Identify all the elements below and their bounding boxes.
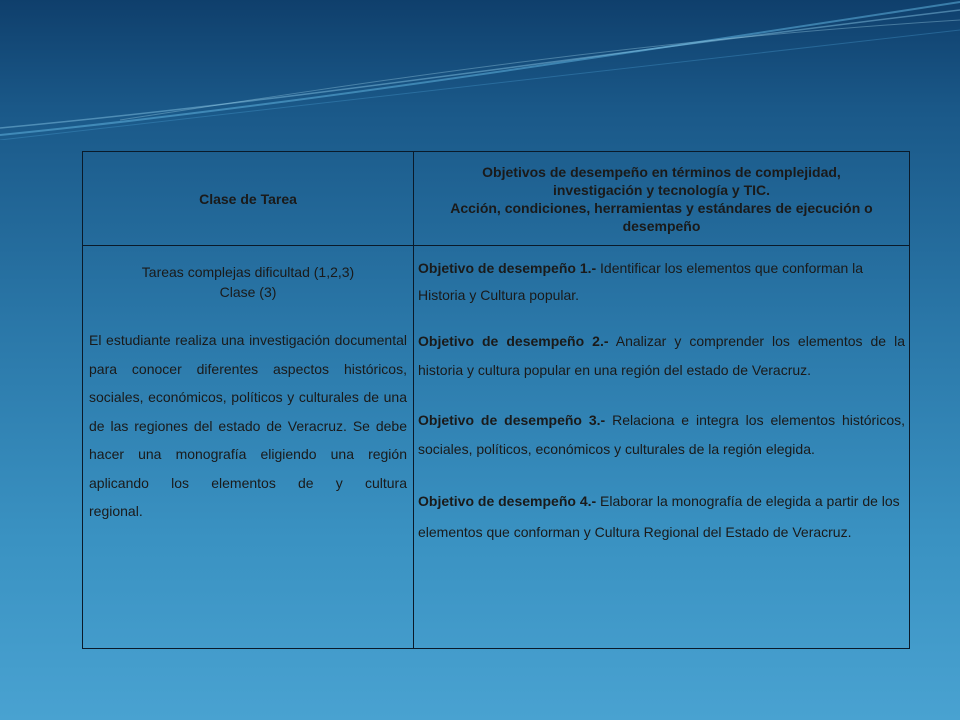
objective-label: Objetivo de desempeño 3.- [418,412,606,428]
header-objetivos [414,152,910,246]
task-description-last: regional. [89,503,143,519]
task-description [89,326,407,526]
header-clase-de-tarea: Clase de Tarea [83,152,414,246]
objective-2 [418,327,905,385]
objective-text: Identificar los elementos que conforman la [596,260,864,276]
objective-1-continuation: Historia y Cultura popular. [418,287,580,303]
table-header-row [83,152,910,246]
objective-3 [418,406,905,464]
decorative-waves [0,0,960,140]
header-objetivos-line: desempeño [622,217,701,234]
task-type: Tareas complejas dificultad (1,2,3) [141,264,355,280]
header-objetivos-line: Objetivos de desempeño en términos de complejidad, [482,163,841,180]
task-class: Clase (3) [219,284,277,300]
objective-text: Elaborar la monografía de elegida a partir de los elementos que conforman y Cultura Regional del Estado de Veracruz. [418,493,900,540]
header-objetivos-line: Acción, condiciones, herramientas y estándares de ejecución o [450,199,873,216]
objective-label: Objetivo de desempeño 4.- [418,493,597,509]
objective-text: Relaciona e integra los elementos históricos, sociales, políticos, económicos y culturales de la región elegida. [418,412,905,457]
objective-label: Objetivo de desempeño 1.- [418,260,597,276]
task-description-text: El estudiante realiza una investigación documental para conocer diferentes aspectos históricos, sociales, económicos, políticos y culturales de una de las regiones del estado de Veracruz. Se debe hacer una monografía eligiendo una región aplicando los elementos de y cultura [89,332,407,491]
table-body-row [83,246,910,649]
objective-label: Objetivo de desempeño 2.- [418,333,609,349]
objectives-table [82,151,910,649]
objective-text: Analizar y comprender los elementos de la historia y cultura popular en una región del estado de Veracruz. [418,333,905,378]
objective-1 [418,260,905,277]
objectives-cell [414,246,910,649]
task-class-cell [83,246,414,649]
header-objetivos-line: investigación y tecnología y TIC. [552,181,771,198]
objective-4 [418,486,905,548]
